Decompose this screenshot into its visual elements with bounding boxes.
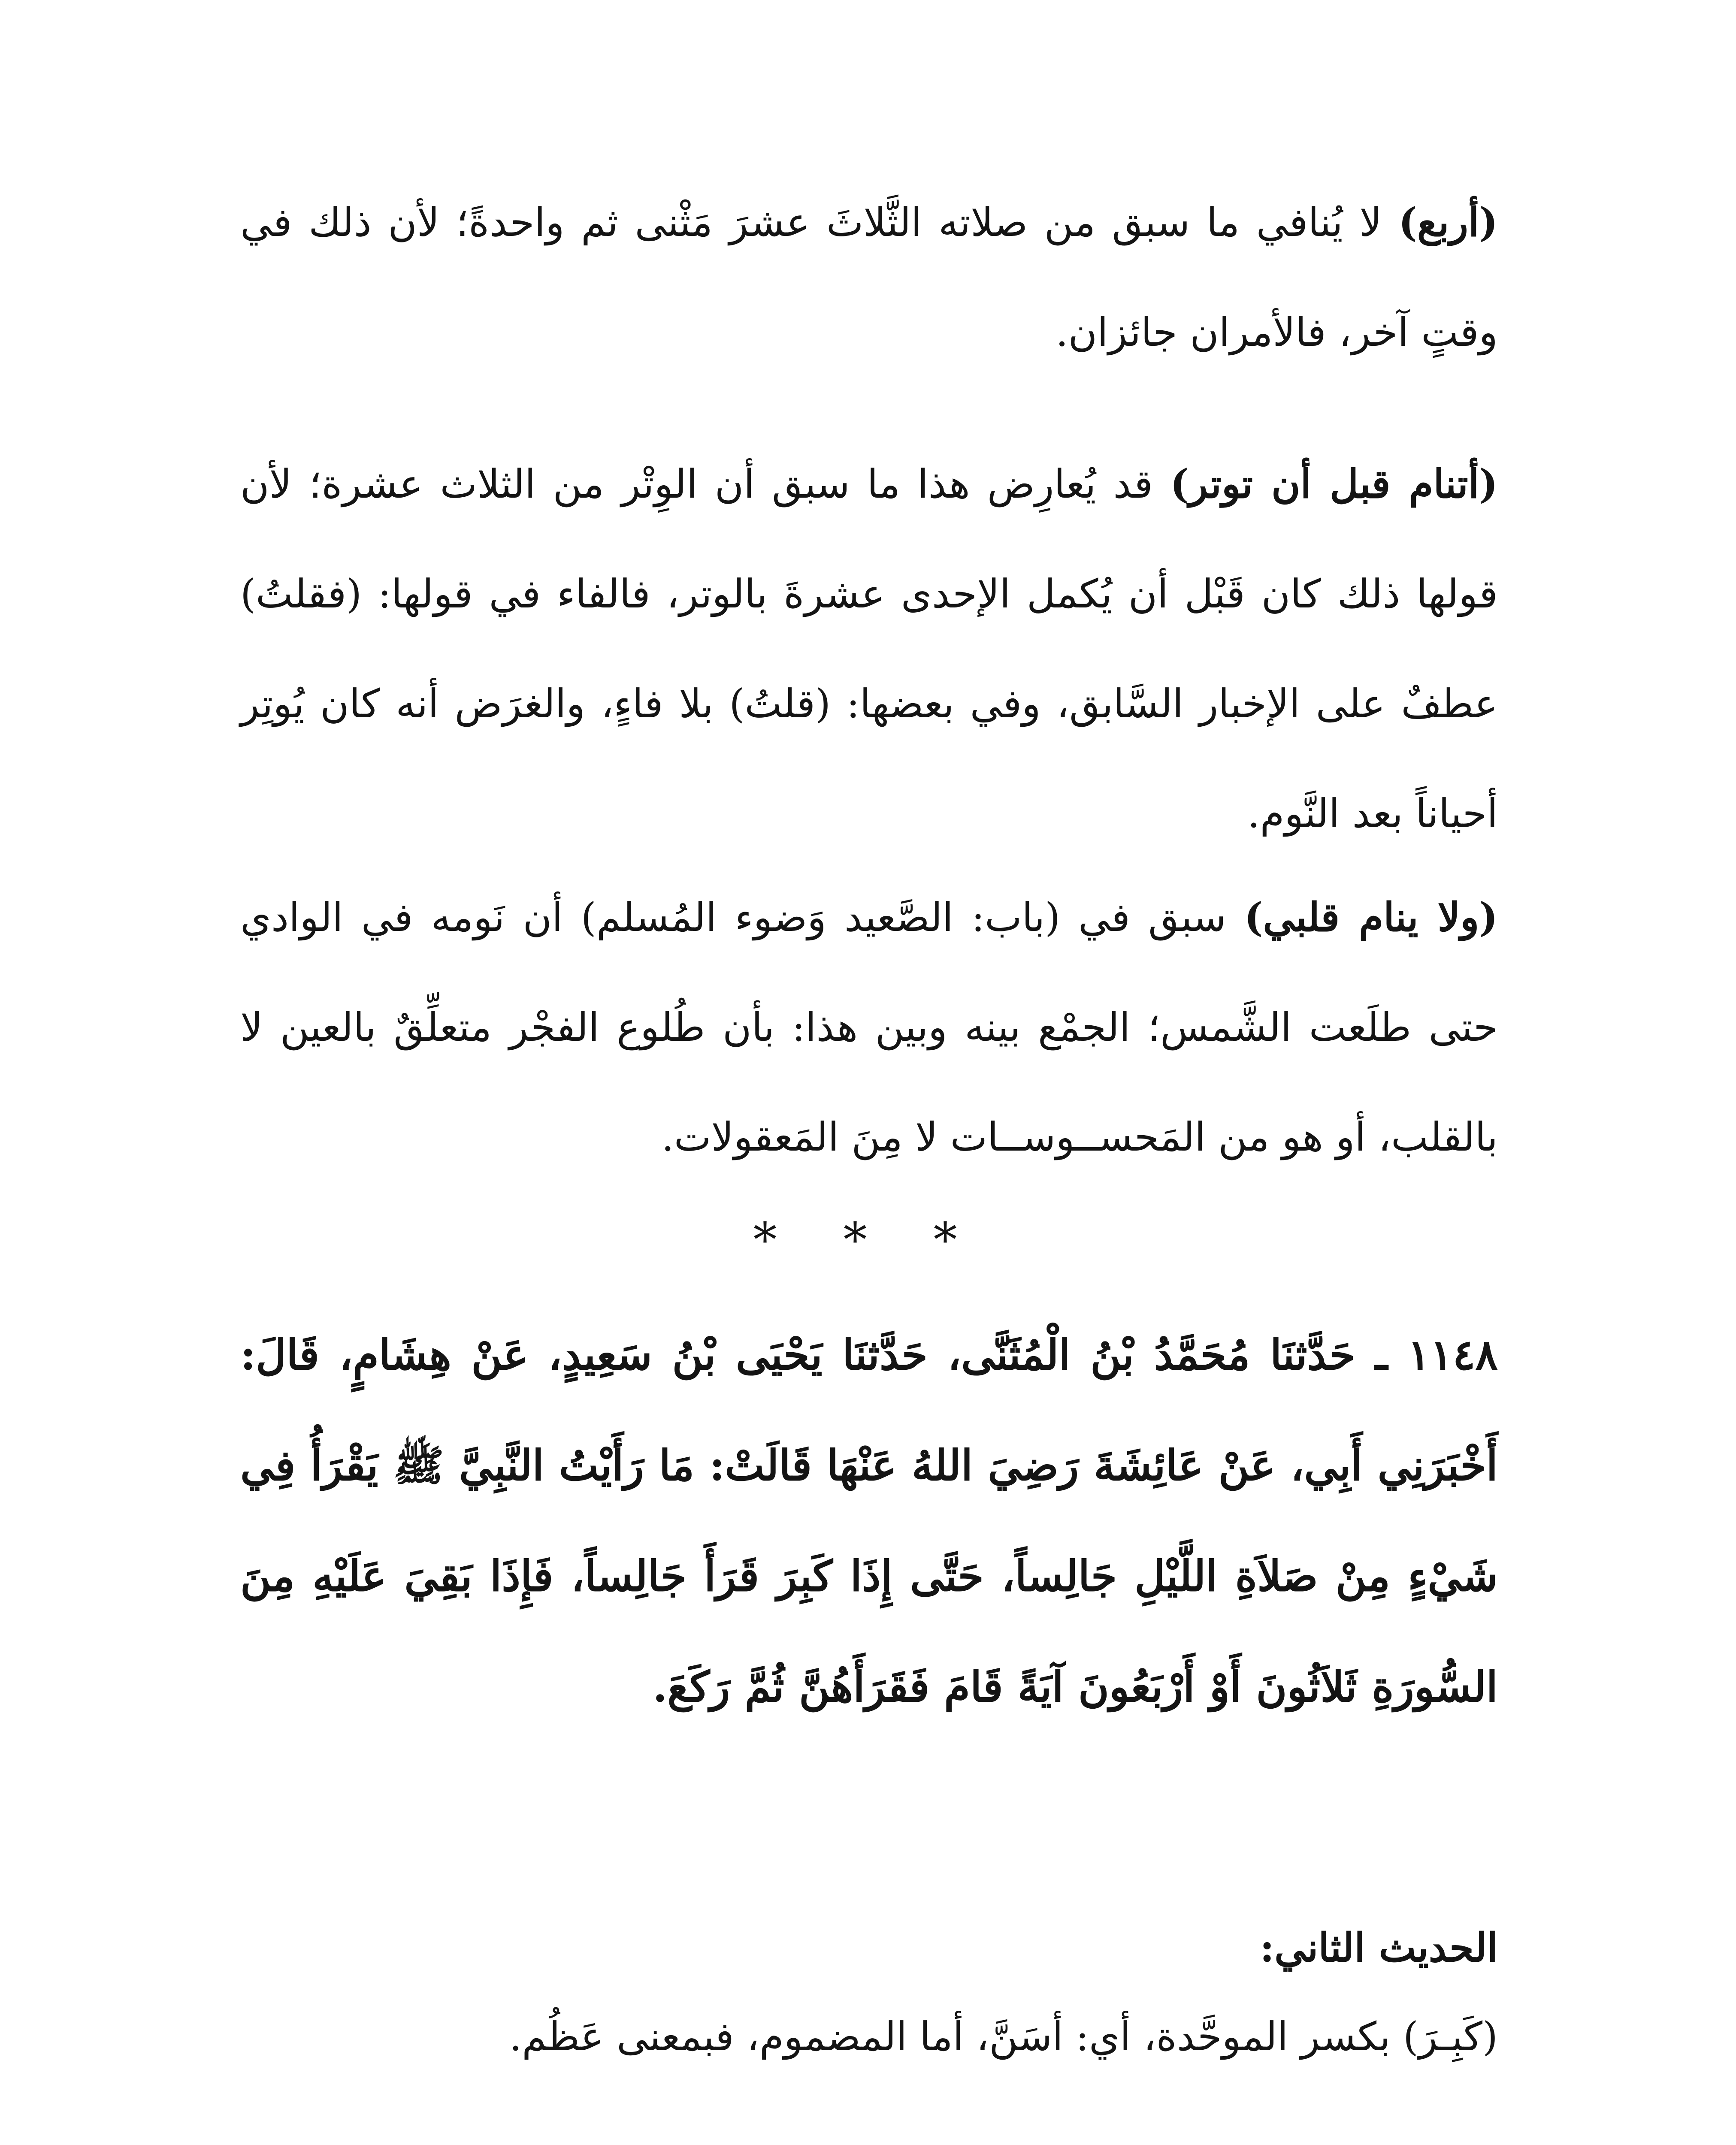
quoted-term: (أتنام قبل أن توتر): [1170, 461, 1498, 507]
explanatory-note: (كَبِـرَ) بكسر الموحَّدة، أي: أسَنَّ، أما المضموم، فبمعنى عَظُم.: [509, 2014, 1498, 2060]
quoted-term: (ولا ينام قلبي): [1244, 894, 1498, 940]
commentary-text: سبق في (باب: الصَّعيد وَضوء المُسلم) أن نَومه في الوادي حتى طلَعت الشَّمس؛ الجمْع بينه وبين هذا: بأن طُلوع الفجْر متعلِّقٌ بالعين لا بالقلب، أو هو من المَحســوســات لا مِنَ المَعقولات.: [240, 894, 1498, 1160]
commentary-paragraph-3: [240, 862, 1498, 1192]
section-separator: * * *: [753, 1212, 983, 1267]
commentary-text: قد يُعارِض هذا ما سبق أن الوِتْر من الثلاث عشرة؛ لأن قولها ذلك كان قَبْل أن يُكمل الإحدى عشرةَ بالوتر، فالفاء في قولها: (فقلتُ) عطفٌ على الإخبار السَّابق، وفي بعضها: (قلتُ) بلا فاءٍ، والغرَض أنه كان يُوتِر أحياناً بعد النَّوم.: [240, 461, 1498, 837]
commentary-paragraph-1: [240, 167, 1498, 387]
hadith-text: ١١٤٨ ـ حَدَّثنَا مُحَمَّدُ بْنُ الْمُثَنَّى، حَدَّثنَا يَحْيَى بْنُ سَعِيدٍ، عَنْ هِشَامٍ، قَالَ: أَخْبَرَنِي أَبِي، عَنْ عَائِشَةَ رَضِيَ اللهُ عَنْهَا قَالَتْ: مَا رَأَيْتُ النَّبِيَّ ﷺ يَقْرَأُ فِي شَيْءٍ مِنْ صَلاَةِ اللَّيْلِ جَالِساً، حَتَّى إِذَا كَبِرَ قَرَأَ جَالِساً، فَإِذَا بَقِيَ عَلَيْهِ مِنَ السُّورَةِ ثَلاَثُونَ أَوْ أَرْبَعُونَ آيَةً قَامَ فَقَرَأَهُنَّ ثُمَّ رَكَعَ.: [240, 1330, 1498, 1712]
commentary-paragraph-2: [240, 429, 1498, 869]
quoted-term: (أربع): [1398, 199, 1498, 245]
commentary-text: لا يُنافي ما سبق من صلاته الثَّلاثَ عشرَ مَثْنى ثم واحدةً؛ لأن ذلك في وقتٍ آخر، فالأمران جائزان.: [240, 199, 1498, 355]
section-heading: الحديث الثاني:: [1260, 1924, 1498, 1971]
